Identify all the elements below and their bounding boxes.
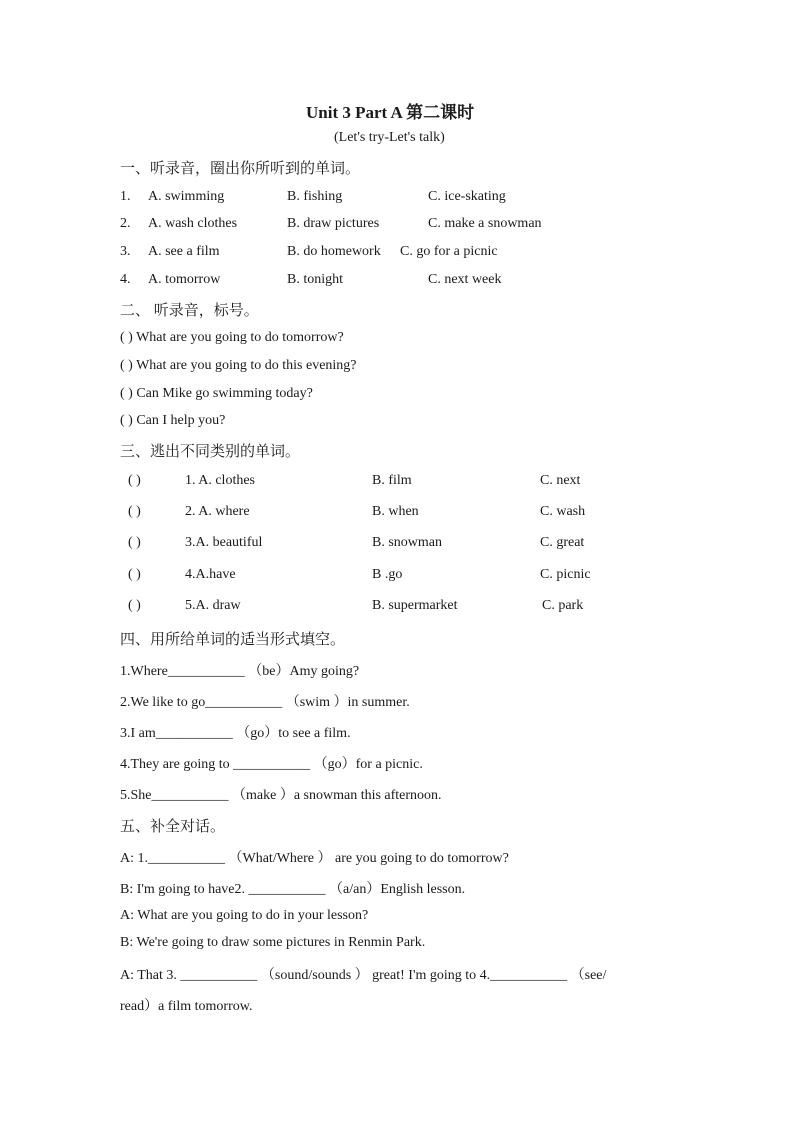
option-a: A. see a film [148, 244, 220, 259]
listen-item: ( ) Can Mike go swimming today? [120, 386, 313, 401]
listen-item: ( ) Can I help you? [120, 413, 226, 428]
fill-blank-item: 5.She___________ （make ）a snowman this afternoon. [120, 788, 442, 803]
listen-item: ( ) What are you going to do tomorrow? [120, 330, 344, 345]
section4-heading: 四、用所给单词的适当形式填空。 [120, 632, 346, 648]
option-b: B. do homework [287, 244, 381, 259]
option-a: 1. A. clothes [185, 473, 255, 488]
option-b: B. snowman [372, 535, 442, 550]
option-c: C. next week [428, 272, 502, 287]
listen-item: ( ) What are you going to do this evening? [120, 358, 357, 373]
item-number: 4. [120, 272, 131, 287]
item-number: 2. [120, 216, 131, 231]
answer-paren: ( ) [128, 504, 141, 519]
option-b: B. supermarket [372, 598, 458, 613]
option-a: A. wash clothes [148, 216, 238, 231]
item-number: 3. [120, 244, 131, 259]
option-b: B .go [372, 567, 403, 582]
option-c: C. go for a picnic [400, 244, 498, 259]
option-a: 5.A. draw [185, 598, 241, 613]
option-b: B. when [372, 504, 419, 519]
answer-paren: ( ) [128, 598, 141, 613]
page-title: Unit 3 Part A 第二课时 [306, 103, 475, 122]
item-number: 1. [120, 189, 131, 204]
option-c: C. ice-skating [428, 189, 506, 204]
dialogue-line: read）a film tomorrow. [120, 999, 253, 1014]
section1-heading: 一、听录音，圈出你所听到的单词。 [120, 161, 361, 177]
option-c: C. wash [540, 504, 586, 519]
option-c: C. picnic [540, 567, 591, 582]
option-b: B. fishing [287, 189, 343, 204]
dialogue-line: B: We're going to draw some pictures in Renmin Park. [120, 935, 426, 950]
section5-heading: 五、补全对话。 [120, 819, 226, 835]
section2-heading: 二、 听录音，标号。 [120, 303, 259, 319]
option-b: B. draw pictures [287, 216, 380, 231]
option-b: B. film [372, 473, 412, 488]
dialogue-line: A: That 3. ___________ （sound/sounds ） great! I'm going to 4.___________ （see/ [120, 968, 607, 983]
option-a: 4.A.have [185, 567, 236, 582]
fill-blank-item: 2.We like to go___________ （swim ）in summer. [120, 695, 410, 710]
fill-blank-item: 4.They are going to ___________ （go）for a picnic. [120, 757, 423, 772]
option-c: C. next [540, 473, 581, 488]
fill-blank-item: 1.Where___________ （be）Amy going? [120, 664, 360, 679]
option-a: 3.A. beautiful [185, 535, 263, 550]
section3-heading: 三、逃出不同类别的单词。 [120, 444, 301, 460]
option-a: 2. A. where [185, 504, 250, 519]
option-a: A. swimming [148, 189, 225, 204]
option-c: C. make a snowman [428, 216, 542, 231]
option-b: B. tonight [287, 272, 344, 287]
dialogue-line: A: 1.___________ （What/Where ） are you going to do tomorrow? [120, 851, 509, 866]
answer-paren: ( ) [128, 567, 141, 582]
option-a: A. tomorrow [148, 272, 221, 287]
dialogue-line: A: What are you going to do in your lesson? [120, 908, 369, 923]
answer-paren: ( ) [128, 535, 141, 550]
page-subtitle: (Let's try-Let's talk) [334, 130, 445, 145]
fill-blank-item: 3.I am___________ （go）to see a film. [120, 726, 351, 741]
answer-paren: ( ) [128, 473, 141, 488]
dialogue-line: B: I'm going to have2. ___________ （a/an）English lesson. [120, 882, 466, 897]
option-c: C. park [542, 598, 584, 613]
option-c: C. great [540, 535, 585, 550]
